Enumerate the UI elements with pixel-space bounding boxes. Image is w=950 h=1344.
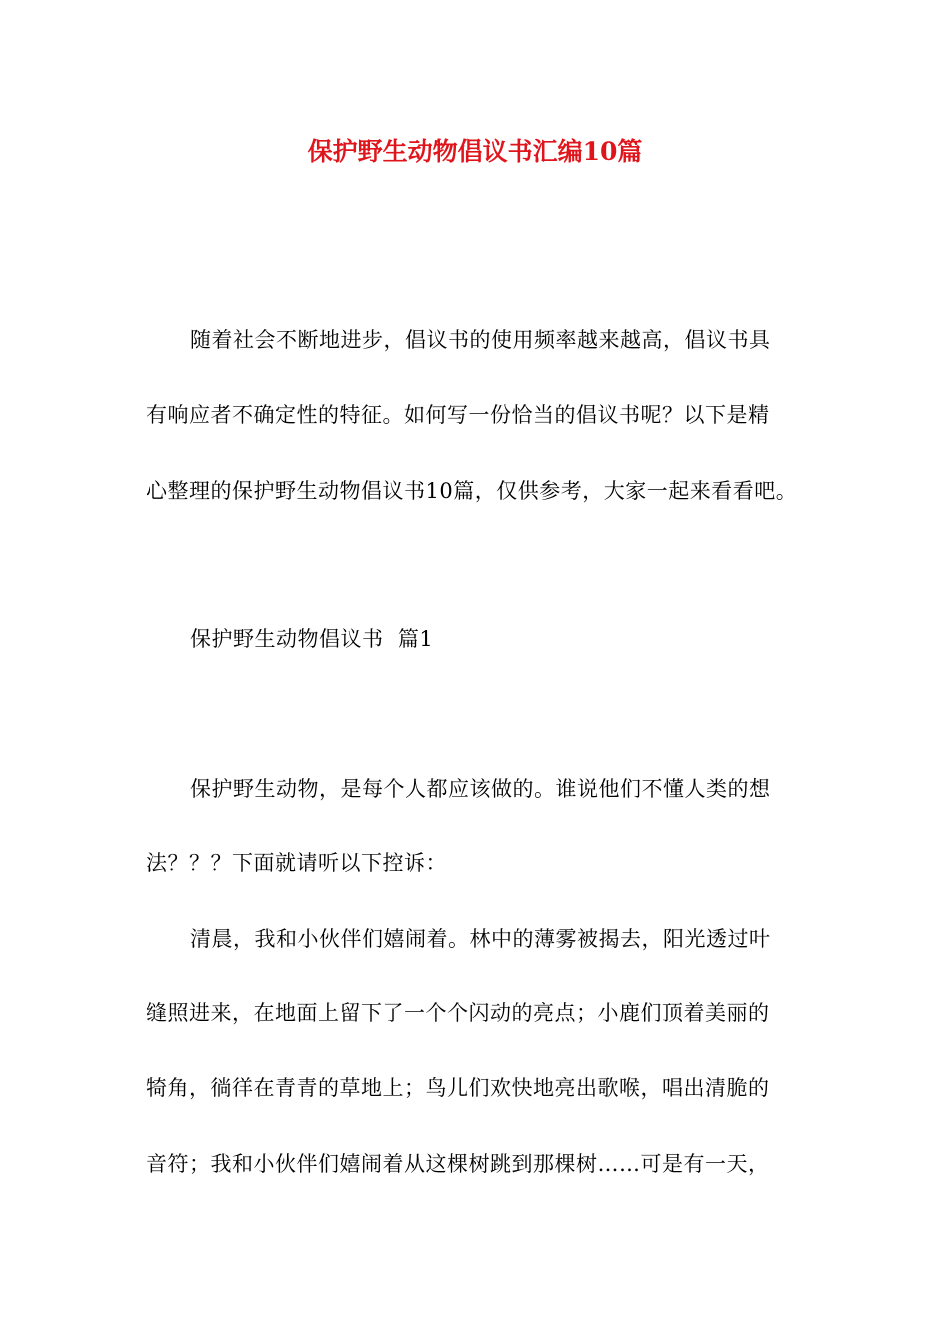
para2-line-4: 音符；我和小伙伴们嬉闹着从这棵树跳到那棵树……可是有一天， xyxy=(146,1152,770,1176)
para2-line-1: 清晨，我和小伙伴们嬉闹着。林中的薄雾被揭去，阳光透过叶 xyxy=(190,927,771,951)
para1-line-2: 法？？？下面就请听以下控诉： xyxy=(146,851,447,875)
para2-line-3: 犄角，徜徉在青青的草地上；鸟儿们欢快地亮出歌喉，唱出清脆的 xyxy=(146,1076,770,1100)
section-heading: 保护野生动物倡议书 篇1 xyxy=(190,627,434,651)
intro-line-1: 随着社会不断地进步，倡议书的使用频率越来越高，倡议书具 xyxy=(190,328,771,352)
para1-line-1: 保护野生动物，是每个人都应该做的。谁说他们不懂人类的想 xyxy=(190,777,771,801)
document-title: 保护野生动物倡议书汇编10篇 xyxy=(307,137,643,166)
intro-line-3: 心整理的保护野生动物倡议书10篇，仅供参考，大家一起来看看吧。 xyxy=(146,479,798,503)
intro-line-2: 有响应者不确定性的特征。如何写一份恰当的倡议书呢？以下是精 xyxy=(146,403,770,427)
para2-line-2: 缝照进来，在地面上留下了一个个闪动的亮点；小鹿们顶着美丽的 xyxy=(146,1001,770,1025)
